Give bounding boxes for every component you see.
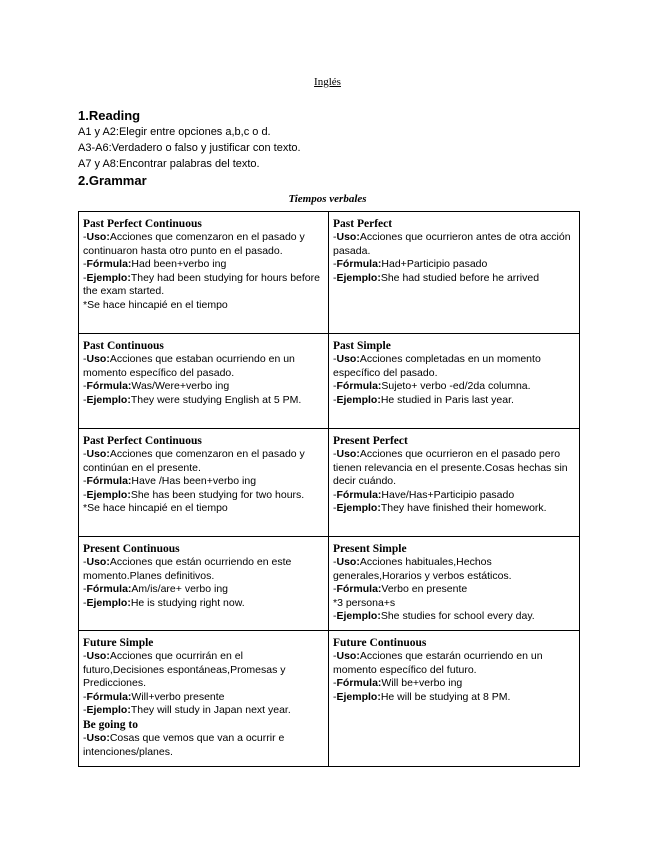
tense-title: Future Continuous [333, 637, 427, 649]
tense-ejemplo: -Ejemplo:They have finished their homework. [333, 502, 547, 515]
tense-formula: -Fórmula:Sujeto+ verbo -ed/2da columna. [333, 380, 531, 393]
ejemplo-label: Ejemplo: [336, 271, 381, 284]
formula-label: Fórmula: [86, 690, 132, 703]
tense-formula: -Fórmula:Had+Participio pasado [333, 258, 488, 271]
table-row [79, 429, 580, 537]
uso-label: Uso: [86, 650, 110, 662]
section-heading-grammar: 2.Grammar [78, 173, 147, 188]
ejemplo-label: Ejemplo: [336, 393, 381, 406]
tense-title: Past Perfect Continuous [83, 218, 202, 230]
formula-label: Fórmula: [86, 583, 132, 596]
tense-formula: -Fórmula:Have /Has been+verbo ing [83, 475, 257, 488]
tense-uso: -Uso:Acciones que estarán ocurriendo en un momento específico del futuro. [333, 650, 543, 676]
tense-uso: -Uso:Acciones habituales,Hechos generales,Horarios y verbos estáticos. [333, 556, 512, 582]
reading-line-1: A1 y A2:Elegir entre opciones a,b,c o d. [78, 126, 271, 138]
uso-label: Uso: [336, 650, 360, 662]
tense-title: Past Perfect Continuous [83, 435, 202, 447]
tense-title: Present Perfect [333, 435, 408, 447]
tense-ejemplo: -Ejemplo:They will study in Japan next year. [83, 704, 291, 717]
table-row [79, 631, 580, 767]
tense-ejemplo: -Ejemplo:They had been studying for hours before the exam started. [83, 271, 320, 298]
ejemplo-label: Ejemplo: [86, 596, 131, 609]
tense-title: Past Perfect [333, 218, 393, 230]
tense-cell [79, 429, 329, 537]
tense-formula: -Fórmula:Was/Were+verbo ing [83, 380, 230, 393]
tense-subtitle: Be going to [83, 718, 138, 731]
tense-title: Future Simple [83, 637, 154, 649]
tense-uso-2: -Uso:Cosas que vemos que van a ocurrir e intenciones/planes. [83, 731, 285, 758]
ejemplo-label: Ejemplo: [86, 271, 131, 284]
uso-label: Uso: [86, 448, 110, 460]
tense-formula: -Fórmula:Had been+verbo ing [83, 258, 227, 271]
tense-ejemplo: -Ejemplo:He is studying right now. [83, 596, 245, 609]
tense-ejemplo: -Ejemplo:They were studying English at 5 PM. [83, 393, 302, 406]
tense-uso: -Uso:Acciones que comenzaron en el pasado y continúan en el presente. [83, 448, 305, 474]
ejemplo-label: Ejemplo: [86, 488, 131, 501]
tense-cell [329, 334, 580, 429]
formula-label: Fórmula: [86, 258, 132, 271]
tense-cell [79, 212, 329, 334]
table-title: Tiempos verbales [288, 193, 367, 205]
tense-formula: -Fórmula:Have/Has+Participio pasado [333, 488, 515, 501]
reading-line-3: A7 y A8:Encontrar palabras del texto. [78, 158, 260, 170]
table-row [79, 537, 580, 631]
ejemplo-label: Ejemplo: [86, 704, 131, 717]
uso-label: Uso: [336, 556, 360, 568]
tense-cell [329, 212, 580, 334]
section-heading-reading: 1.Reading [78, 108, 141, 123]
uso-label: Uso: [86, 556, 110, 568]
formula-label: Fórmula: [336, 488, 382, 501]
tense-title: Past Simple [333, 340, 391, 352]
tense-cell [79, 537, 329, 631]
uso-label: Uso: [86, 731, 110, 744]
tense-cell [79, 334, 329, 429]
tense-uso: -Uso:Acciones que están ocurriendo en este momento.Planes definitivos. [83, 556, 292, 582]
tense-title: Present Simple [333, 543, 407, 555]
tense-formula: -Fórmula:Am/is/are+ verbo ing [83, 583, 229, 596]
tense-cell [79, 631, 329, 767]
tense-ejemplo: -Ejemplo:She studies for school every day. [333, 610, 535, 623]
tense-formula: -Fórmula:Verbo en presente [333, 583, 468, 596]
ejemplo-label: Ejemplo: [336, 502, 381, 515]
formula-label: Fórmula: [86, 475, 132, 488]
formula-label: Fórmula: [336, 677, 382, 690]
uso-label: Uso: [86, 231, 110, 243]
tense-uso: -Uso:Acciones que comenzaron en el pasado y continuaron hasta otro punto en el pasado. [83, 231, 305, 257]
tense-uso: -Uso:Acciones que estaban ocurriendo en un momento específico del pasado. [83, 353, 295, 379]
uso-label: Uso: [336, 353, 360, 365]
tense-uso: -Uso:Acciones que ocurrieron en el pasado pero tienen relevancia en el presente.Cosas hechas sin decir cuándo. [333, 448, 568, 488]
tense-formula: -Fórmula:Will+verbo presente [83, 690, 225, 703]
formula-label: Fórmula: [336, 258, 382, 271]
formula-label: Fórmula: [86, 380, 132, 393]
tense-title: Past Continuous [83, 340, 164, 352]
tense-ejemplo: -Ejemplo:She has been studying for two hours. [83, 488, 305, 501]
document-title: Inglés [314, 76, 341, 88]
tense-note: *3 persona+s [333, 596, 396, 609]
tense-uso: -Uso:Acciones completadas en un momento específico del pasado. [333, 353, 541, 379]
tense-uso: -Uso:Acciones que ocurrieron antes de otra acción pasada. [333, 231, 571, 257]
tense-note: *Se hace hincapié en el tiempo [83, 298, 228, 311]
tense-ejemplo: -Ejemplo:She had studied before he arrived [333, 271, 540, 284]
formula-label: Fórmula: [336, 380, 382, 393]
tense-note: *Se hace hincapié en el tiempo [83, 502, 228, 515]
tense-cell [329, 631, 580, 767]
formula-label: Fórmula: [336, 583, 382, 596]
verb-tenses-table [78, 211, 580, 767]
ejemplo-label: Ejemplo: [86, 393, 131, 406]
tense-ejemplo: -Ejemplo:He will be studying at 8 PM. [333, 690, 511, 703]
uso-label: Uso: [336, 448, 360, 460]
tense-formula: -Fórmula:Will be+verbo ing [333, 677, 463, 690]
uso-label: Uso: [336, 231, 360, 243]
tense-uso: -Uso:Acciones que ocurrirán en el futuro,Decisiones espontáneas,Promesas y Predicciones. [83, 650, 286, 690]
uso-label: Uso: [86, 353, 110, 365]
table-row [79, 334, 580, 429]
ejemplo-label: Ejemplo: [336, 690, 381, 703]
reading-line-2: A3-A6:Verdadero o falso y justificar con texto. [78, 142, 301, 154]
tense-cell [329, 429, 580, 537]
ejemplo-label: Ejemplo: [336, 610, 381, 623]
table-row [79, 212, 580, 334]
tense-ejemplo: -Ejemplo:He studied in Paris last year. [333, 393, 514, 406]
tense-title: Present Continuous [83, 543, 180, 555]
tense-cell [329, 537, 580, 631]
